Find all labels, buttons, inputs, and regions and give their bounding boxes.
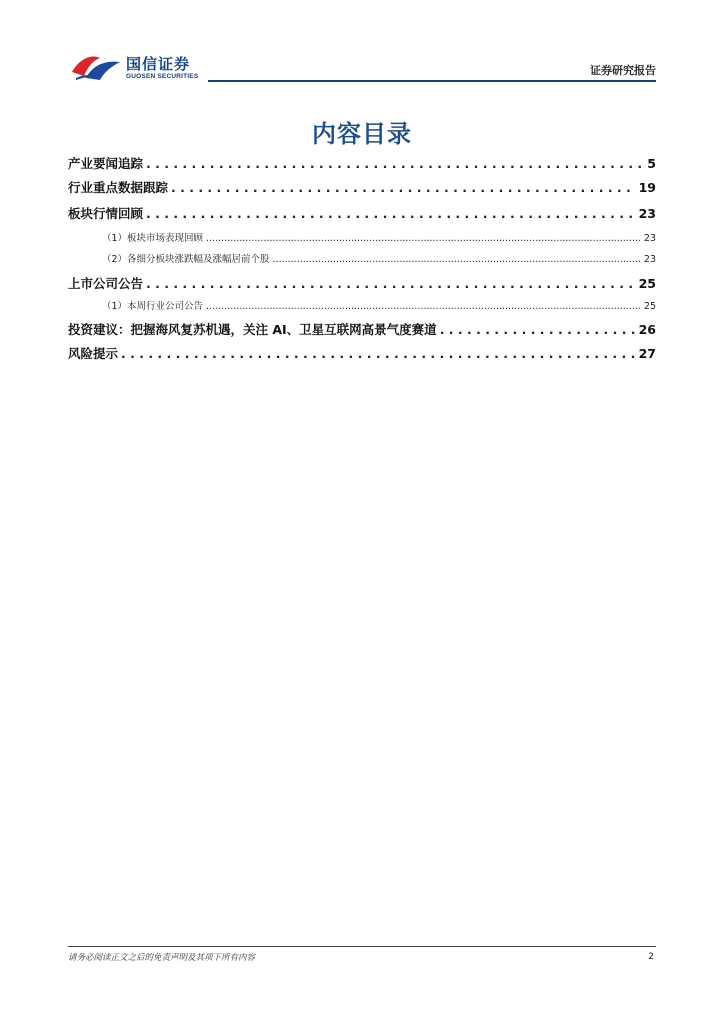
toc-entry-page: 23 xyxy=(643,254,656,265)
toc-entry-title: （1）板块市场表现回顾 xyxy=(102,233,204,244)
toc-entry[interactable] xyxy=(68,230,656,244)
toc-entry-title: 上市公司公告 xyxy=(68,276,144,291)
toc-entry-title: （2）各细分板块涨跌幅及涨幅居前个股 xyxy=(102,254,270,265)
header-divider xyxy=(208,80,656,82)
toc-entry-page: 25 xyxy=(638,276,656,291)
toc-leader-dots xyxy=(146,276,636,291)
toc-leader-dots xyxy=(206,301,641,312)
report-type-label: 证券研究报告 xyxy=(590,64,656,77)
toc-entry[interactable] xyxy=(68,154,656,172)
page-header xyxy=(0,0,724,90)
toc-leader-dots xyxy=(273,254,641,265)
brand-name-en: GUOSEN SECURITIES xyxy=(126,73,199,80)
toc-entry-title: 板块行情回顾 xyxy=(68,206,144,221)
toc-entry-title: 产业要闻追踪 xyxy=(68,156,144,171)
toc-entry-title: 风险提示 xyxy=(68,346,119,361)
toc-leader-dots xyxy=(171,180,636,195)
toc-entry-page: 5 xyxy=(647,156,656,171)
toc-entry-page: 23 xyxy=(638,206,656,221)
toc-entry[interactable] xyxy=(68,344,656,362)
toc-leader-dots xyxy=(121,346,636,361)
brand-name-cn: 国信证券 xyxy=(126,55,191,73)
toc-leader-dots xyxy=(146,206,636,221)
toc-leader-dots xyxy=(206,233,641,244)
toc-entry[interactable] xyxy=(68,320,656,338)
toc-entry-page: 23 xyxy=(643,233,656,244)
page-number: 2 xyxy=(648,952,654,962)
toc-entry-page: 25 xyxy=(643,301,656,312)
toc-entry[interactable] xyxy=(68,274,656,292)
toc-entry-page: 19 xyxy=(638,180,656,195)
toc-entry-title: （1）本周行业公司公告 xyxy=(102,301,204,312)
toc-entry-page: 27 xyxy=(638,346,656,361)
toc-entry-page: 26 xyxy=(638,322,656,337)
toc-entry[interactable] xyxy=(68,178,656,196)
toc-entry-title: 行业重点数据跟踪 xyxy=(68,180,169,195)
toc-title: 内容目录 xyxy=(312,120,412,148)
toc-entry[interactable] xyxy=(68,251,656,265)
footer-disclaimer: 请务必阅读正文之后的免责声明及其项下所有内容 xyxy=(68,953,256,963)
footer-divider xyxy=(68,946,656,947)
toc-leader-dots xyxy=(146,156,644,171)
guosen-logo xyxy=(70,50,210,86)
toc-leader-dots xyxy=(440,322,636,337)
toc-entry[interactable] xyxy=(68,298,656,312)
toc-entry[interactable] xyxy=(68,204,656,222)
toc-entry-title: 投资建议：把握海风复苏机遇，关注 AI、卫星互联网高景气度赛道 xyxy=(68,322,437,337)
guosen-logo-icon xyxy=(70,52,122,82)
